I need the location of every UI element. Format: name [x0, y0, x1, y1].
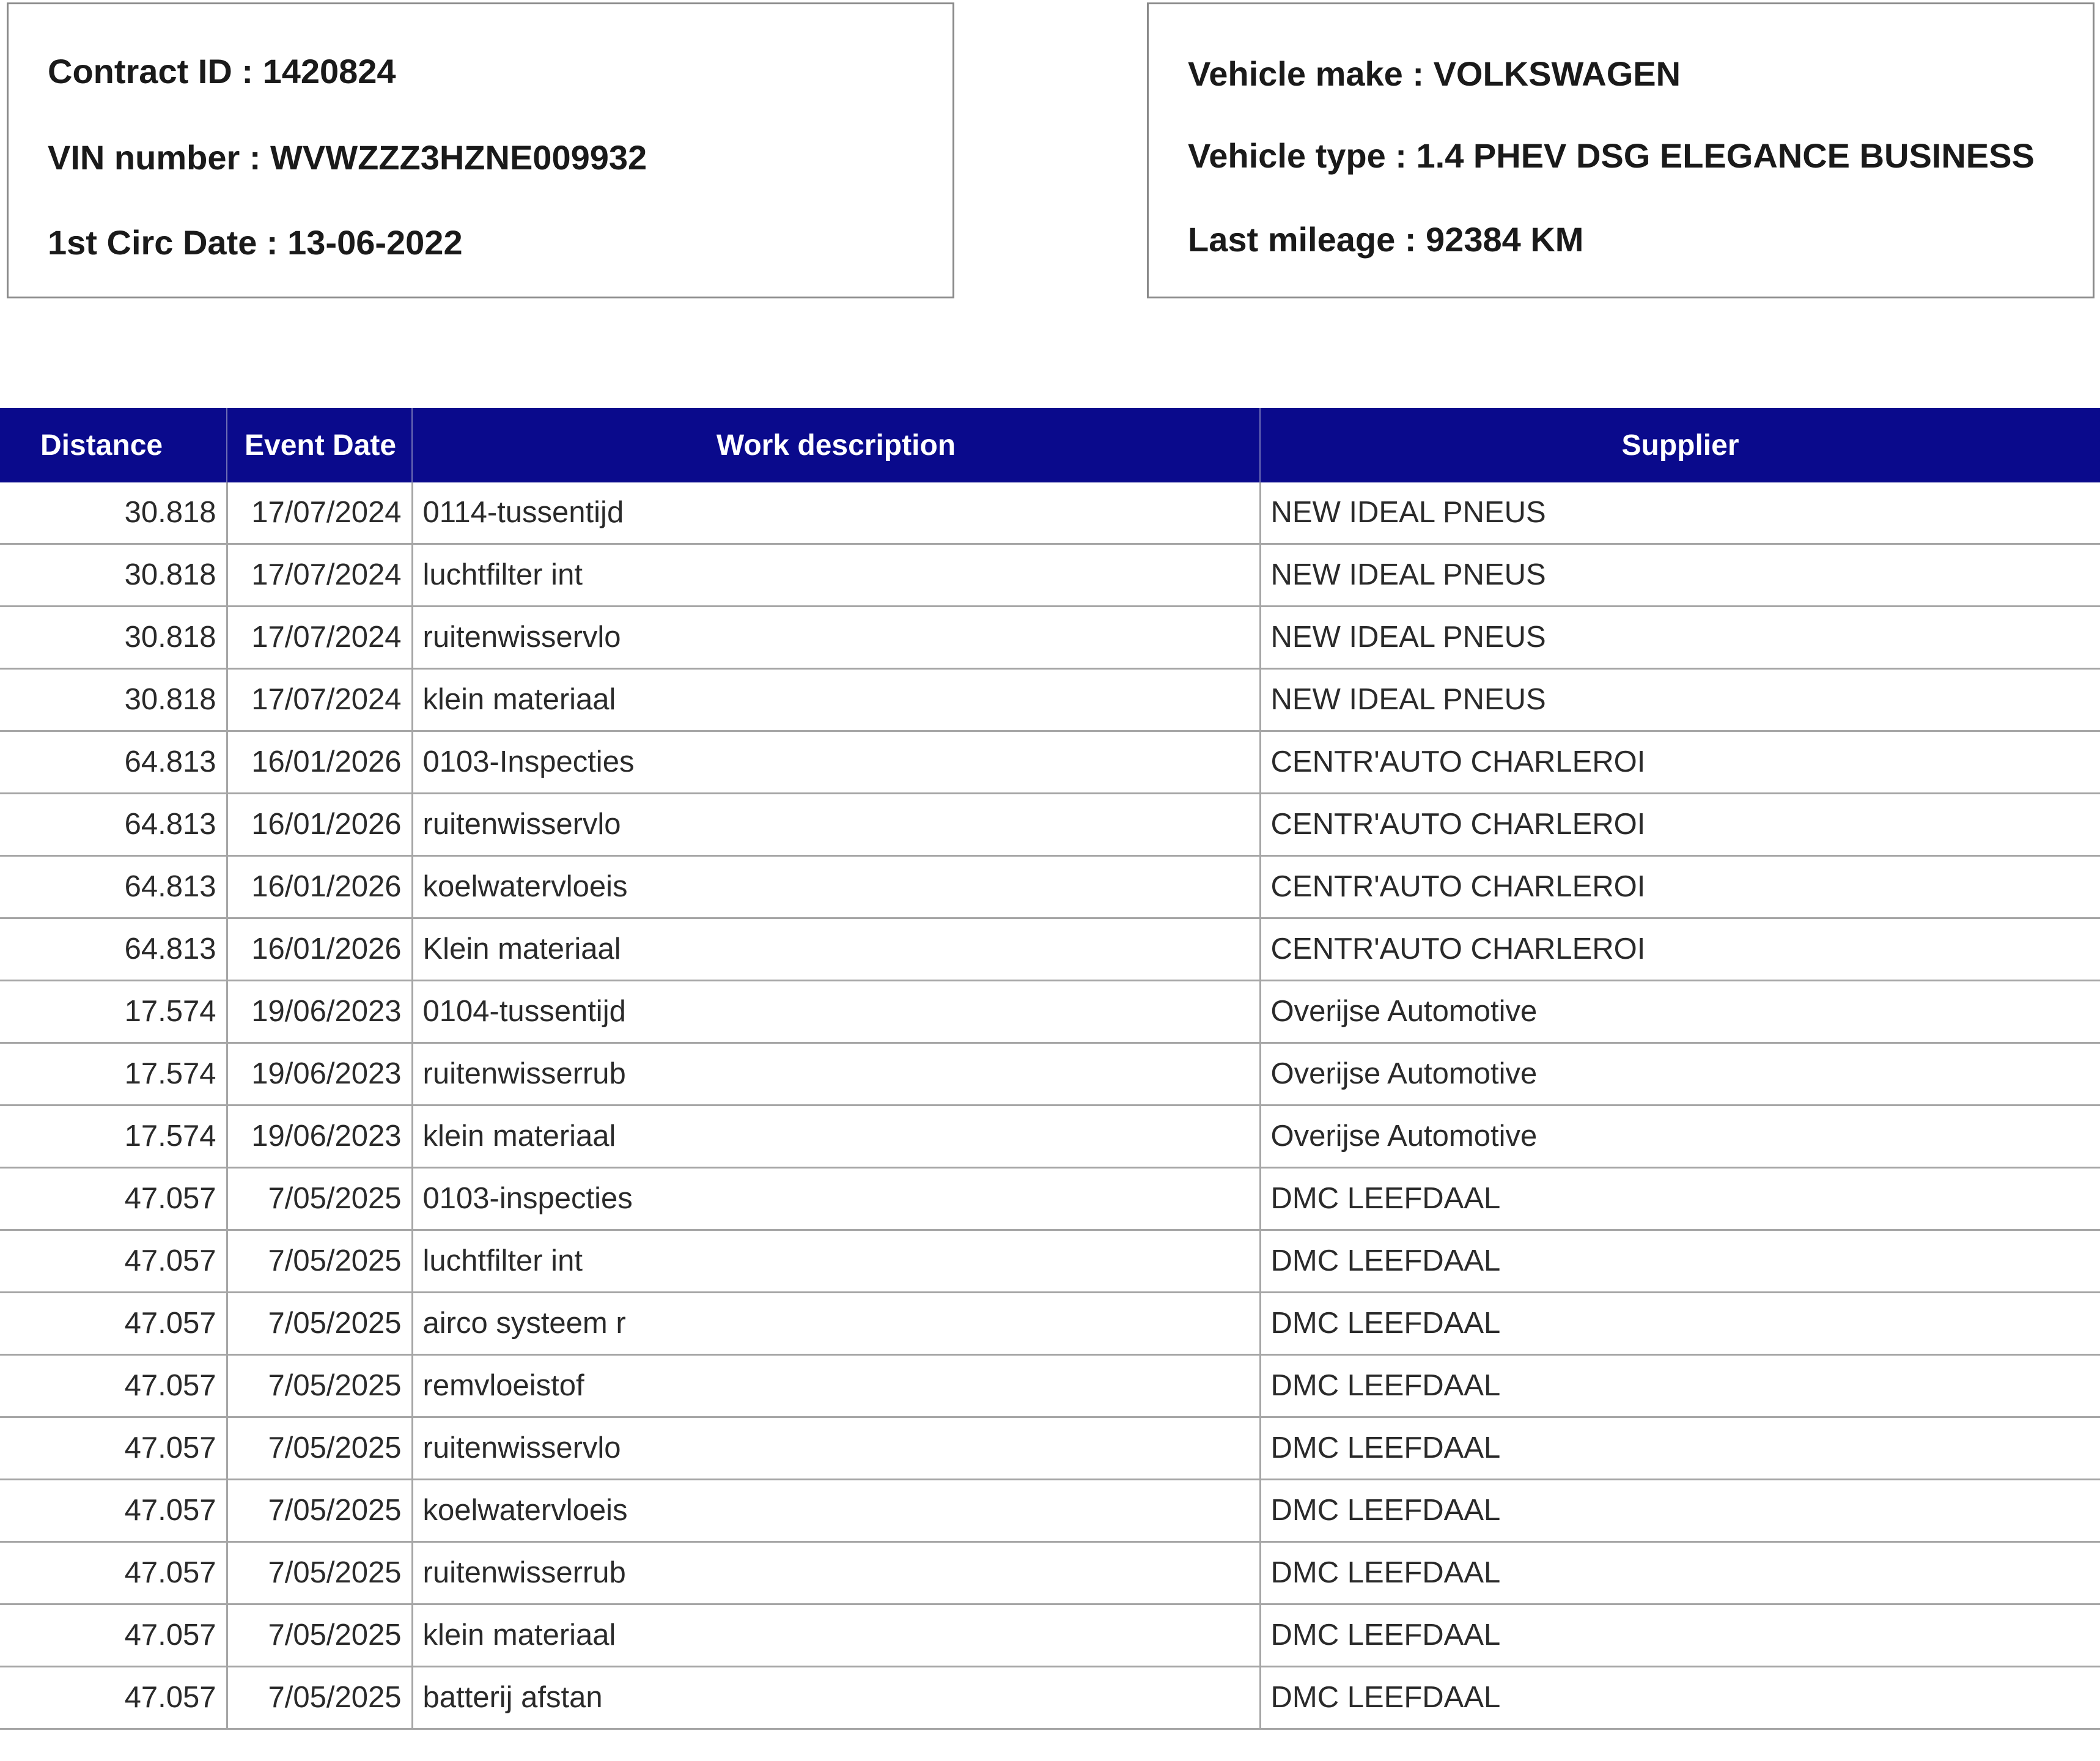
cell-supplier: DMC LEEFDAAL [1260, 1480, 2100, 1542]
header-work-description: Work description [412, 408, 1260, 482]
vin-value: WVWZZZ3HZNE009932 [270, 138, 647, 177]
separator: : [1402, 54, 1434, 93]
cell-distance: 17.574 [0, 1106, 227, 1168]
cell-supplier: NEW IDEAL PNEUS [1260, 544, 2100, 607]
cell-work-description: 0103-inspecties [412, 1168, 1260, 1230]
cell-event-date: 17/07/2024 [227, 607, 412, 669]
separator: : [257, 223, 288, 262]
contract-id-value: 1420824 [262, 52, 396, 90]
table-row [0, 856, 2100, 918]
table-row [0, 669, 2100, 731]
cell-distance: 17.574 [0, 1043, 227, 1106]
cell-supplier: DMC LEEFDAAL [1260, 1604, 2100, 1667]
cell-distance: 64.813 [0, 731, 227, 794]
cell-work-description: ruitenwisserrub [412, 1542, 1260, 1604]
cell-distance: 47.057 [0, 1604, 227, 1667]
cell-distance: 47.057 [0, 1293, 227, 1355]
cell-supplier: Overijse Automotive [1260, 1106, 2100, 1168]
table-row [0, 1106, 2100, 1168]
cell-distance: 30.818 [0, 607, 227, 669]
cell-event-date: 7/05/2025 [227, 1667, 412, 1729]
table-row [0, 1043, 2100, 1106]
separator: : [240, 138, 271, 177]
cell-event-date: 16/01/2026 [227, 731, 412, 794]
cell-supplier: DMC LEEFDAAL [1260, 1355, 2100, 1417]
cell-work-description: luchtfilter int [412, 544, 1260, 607]
cell-event-date: 19/06/2023 [227, 1106, 412, 1168]
cell-supplier: DMC LEEFDAAL [1260, 1667, 2100, 1729]
cell-supplier: DMC LEEFDAAL [1260, 1168, 2100, 1230]
contract-id-label: Contract ID [48, 52, 232, 90]
table-row [0, 1293, 2100, 1355]
cell-event-date: 16/01/2026 [227, 856, 412, 918]
cell-distance: 30.818 [0, 544, 227, 607]
cell-distance: 47.057 [0, 1355, 227, 1417]
table-row [0, 482, 2100, 544]
contract-id-line [48, 54, 396, 89]
cell-distance: 47.057 [0, 1417, 227, 1480]
cell-event-date: 7/05/2025 [227, 1293, 412, 1355]
cell-work-description: airco systeem r [412, 1293, 1260, 1355]
cell-distance: 17.574 [0, 981, 227, 1043]
cell-event-date: 7/05/2025 [227, 1604, 412, 1667]
cell-supplier: DMC LEEFDAAL [1260, 1417, 2100, 1480]
cell-event-date: 17/07/2024 [227, 669, 412, 731]
vehicle-make-label: Vehicle make [1188, 54, 1403, 93]
table-row [0, 918, 2100, 981]
cell-supplier: Overijse Automotive [1260, 1043, 2100, 1106]
cell-supplier: CENTR'AUTO CHARLEROI [1260, 856, 2100, 918]
cell-distance: 30.818 [0, 669, 227, 731]
cell-distance: 47.057 [0, 1230, 227, 1293]
vin-label: VIN number [48, 138, 240, 177]
table-row [0, 1667, 2100, 1729]
table-row [0, 1355, 2100, 1417]
first-circ-date-value: 13-06-2022 [287, 223, 463, 262]
table-header-row [0, 408, 2100, 482]
service-history-table [0, 408, 2100, 1730]
cell-supplier: Overijse Automotive [1260, 981, 2100, 1043]
cell-event-date: 7/05/2025 [227, 1542, 412, 1604]
cell-work-description: ruitenwisservlo [412, 607, 1260, 669]
cell-event-date: 7/05/2025 [227, 1480, 412, 1542]
header-distance: Distance [0, 408, 227, 482]
table-row [0, 544, 2100, 607]
table-row [0, 794, 2100, 856]
vin-line [48, 138, 647, 177]
vehicle-make-line [1188, 54, 1681, 93]
last-mileage-line [1188, 220, 1584, 259]
cell-event-date: 19/06/2023 [227, 981, 412, 1043]
table-row [0, 1230, 2100, 1293]
cell-work-description: 0104-tussentijd [412, 981, 1260, 1043]
cell-distance: 47.057 [0, 1480, 227, 1542]
first-circ-date-line [48, 223, 463, 262]
vehicle-info-box [1147, 2, 2094, 298]
cell-event-date: 17/07/2024 [227, 544, 412, 607]
cell-supplier: DMC LEEFDAAL [1260, 1542, 2100, 1604]
cell-work-description: Klein materiaal [412, 918, 1260, 981]
cell-supplier: CENTR'AUTO CHARLEROI [1260, 918, 2100, 981]
table-row [0, 1168, 2100, 1230]
table-row [0, 1542, 2100, 1604]
header-supplier: Supplier [1260, 408, 2100, 482]
vehicle-type-value: 1.4 PHEV DSG ELEGANCE BUSINESS [1416, 136, 2035, 175]
separator: : [1395, 220, 1426, 259]
cell-event-date: 16/01/2026 [227, 794, 412, 856]
cell-distance: 64.813 [0, 918, 227, 981]
cell-supplier: DMC LEEFDAAL [1260, 1293, 2100, 1355]
cell-distance: 47.057 [0, 1542, 227, 1604]
cell-work-description: remvloeistof [412, 1355, 1260, 1417]
cell-supplier: CENTR'AUTO CHARLEROI [1260, 794, 2100, 856]
cell-work-description: luchtfilter int [412, 1230, 1260, 1293]
last-mileage-value: 92384 KM [1426, 220, 1584, 259]
vehicle-make-value: VOLKSWAGEN [1433, 54, 1681, 93]
cell-supplier: NEW IDEAL PNEUS [1260, 669, 2100, 731]
table-row [0, 1480, 2100, 1542]
table-row [0, 731, 2100, 794]
vehicle-type-label: Vehicle type [1188, 136, 1386, 175]
cell-distance: 30.818 [0, 482, 227, 544]
header-event-date: Event Date [227, 408, 412, 482]
cell-work-description: koelwatervloeis [412, 856, 1260, 918]
cell-distance: 47.057 [0, 1667, 227, 1729]
table-row [0, 981, 2100, 1043]
cell-distance: 64.813 [0, 794, 227, 856]
cell-work-description: batterij afstan [412, 1667, 1260, 1729]
cell-work-description: ruitenwisservlo [412, 1417, 1260, 1480]
cell-event-date: 7/05/2025 [227, 1355, 412, 1417]
cell-work-description: ruitenwisservlo [412, 794, 1260, 856]
cell-work-description: klein materiaal [412, 1106, 1260, 1168]
cell-work-description: 0114-tussentijd [412, 482, 1260, 544]
cell-event-date: 19/06/2023 [227, 1043, 412, 1106]
cell-supplier: NEW IDEAL PNEUS [1260, 607, 2100, 669]
cell-work-description: 0103-Inspecties [412, 731, 1260, 794]
separator: : [232, 52, 263, 90]
cell-work-description: klein materiaal [412, 669, 1260, 731]
table-row [0, 1417, 2100, 1480]
separator: : [1385, 136, 1417, 175]
cell-event-date: 17/07/2024 [227, 482, 412, 544]
cell-supplier: DMC LEEFDAAL [1260, 1230, 2100, 1293]
cell-event-date: 7/05/2025 [227, 1417, 412, 1480]
table-row [0, 1604, 2100, 1667]
cell-distance: 47.057 [0, 1168, 227, 1230]
table-body [0, 482, 2100, 1729]
cell-event-date: 7/05/2025 [227, 1230, 412, 1293]
first-circ-date-label: 1st Circ Date [48, 223, 257, 262]
cell-distance: 64.813 [0, 856, 227, 918]
table-row [0, 607, 2100, 669]
vehicle-type-line [1188, 136, 2035, 175]
cell-supplier: NEW IDEAL PNEUS [1260, 482, 2100, 544]
cell-event-date: 7/05/2025 [227, 1168, 412, 1230]
cell-supplier: CENTR'AUTO CHARLEROI [1260, 731, 2100, 794]
cell-event-date: 16/01/2026 [227, 918, 412, 981]
cell-work-description: klein materiaal [412, 1604, 1260, 1667]
contract-info-box [7, 2, 954, 298]
last-mileage-label: Last mileage [1188, 220, 1396, 259]
cell-work-description: ruitenwisserrub [412, 1043, 1260, 1106]
cell-work-description: koelwatervloeis [412, 1480, 1260, 1542]
